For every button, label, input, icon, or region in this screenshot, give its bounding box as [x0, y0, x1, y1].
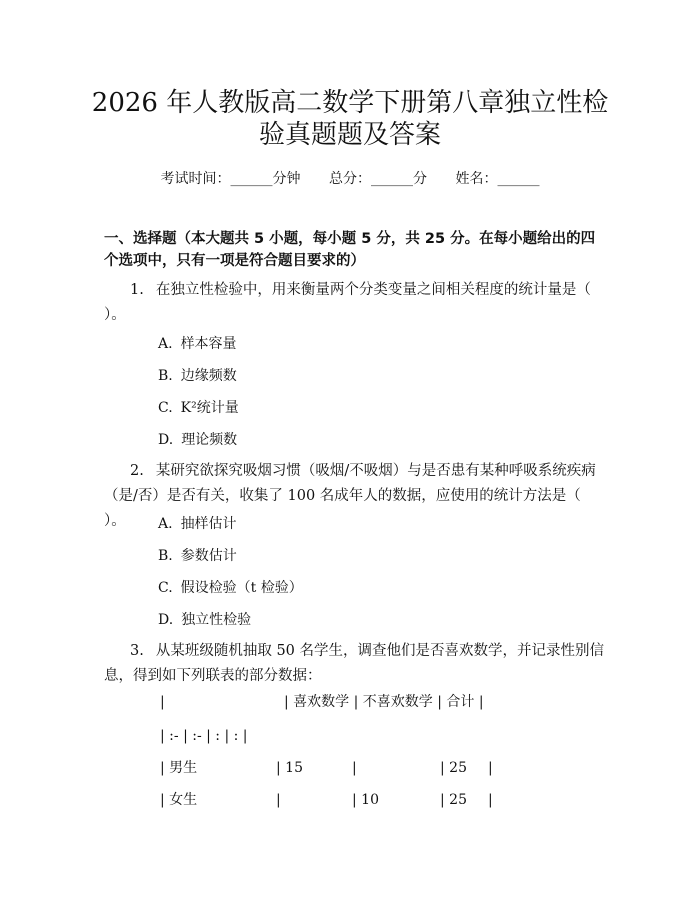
table-row-end: |: [488, 760, 493, 776]
question-text: 从某班级随机抽取 50 名学生，调查他们是否喜欢数学，并记录性别信息，得到如下列联表的部分数据：: [104, 643, 605, 684]
question-1: [104, 278, 604, 328]
question-2-option-a: [158, 514, 237, 534]
exam-meta: [0, 168, 700, 188]
table-cell: |: [352, 760, 357, 776]
question-text: 某研究欲探究吸烟习惯（吸烟/不吸烟）与是否患有某种呼吸系统疾病（是/否）是否有关，收集了 100 名成年人的数据，应使用的统计方法是（ ）。: [104, 463, 596, 529]
document-title-line-1: 2026 年人教版高二数学下册第八章独立性检: [91, 88, 609, 118]
question-1-option-b: [158, 366, 237, 386]
table-header-stub: |: [160, 694, 165, 710]
option-text: 假设检验（t 检验）: [180, 580, 303, 596]
table-cell: | 15: [276, 760, 303, 776]
option-text: 抽样估计: [180, 516, 237, 532]
document-title-line-2: 验真题题及答案: [258, 120, 441, 150]
question-2-option-b: [158, 546, 237, 566]
table-cell: | 10: [352, 792, 379, 808]
option-text: 边缘频数: [180, 368, 237, 384]
question-1-option-c: [158, 398, 239, 418]
option-text: 样本容量: [180, 336, 237, 352]
exam-name: 姓名：______: [455, 171, 540, 187]
section-heading: 一、选择题（本大题共 5 小题，每小题 5 分，共 25 分。在每小题给出的四个选项中，只有一项是符合题目要求的）: [104, 231, 596, 269]
option-text: 独立性检验: [181, 612, 252, 628]
table-row-end: |: [488, 792, 493, 808]
question-number: 3.: [130, 643, 144, 659]
question-2-option-c: [158, 578, 303, 598]
question-number: 2.: [130, 463, 144, 479]
option-letter: D.: [158, 612, 174, 628]
table-cell: | 25: [440, 792, 467, 808]
option-letter: C.: [158, 400, 173, 416]
table-row-label: | 男生: [160, 760, 198, 776]
question-3: [104, 639, 604, 689]
question-2-option-d: [158, 610, 251, 630]
option-letter: B.: [158, 548, 173, 564]
table-row-label: | 女生: [160, 792, 198, 808]
option-text: K²统计量: [180, 400, 239, 416]
table-cell: |: [276, 792, 281, 808]
exam-score: 总分：______分: [329, 171, 427, 187]
option-letter: D.: [158, 432, 174, 448]
table-header-cells: | 喜欢数学 | 不喜欢数学 | 合计 |: [284, 694, 484, 710]
question-text: 在独立性检验中，用来衡量两个分类变量之间相关程度的统计量是（ ）。: [104, 282, 591, 323]
option-letter: A.: [158, 516, 173, 532]
question-number: 1.: [130, 282, 144, 298]
option-letter: A.: [158, 336, 173, 352]
exam-time: 考试时间：______分钟: [160, 171, 301, 187]
question-1-option-d: [158, 430, 237, 450]
option-letter: B.: [158, 368, 173, 384]
table-cell: | 25: [440, 760, 467, 776]
table-align-text: | :- | :- | : | : |: [160, 728, 248, 744]
option-text: 参数估计: [180, 548, 237, 564]
option-text: 理论频数: [181, 432, 238, 448]
option-letter: C.: [158, 580, 173, 596]
question-1-option-a: [158, 334, 237, 354]
